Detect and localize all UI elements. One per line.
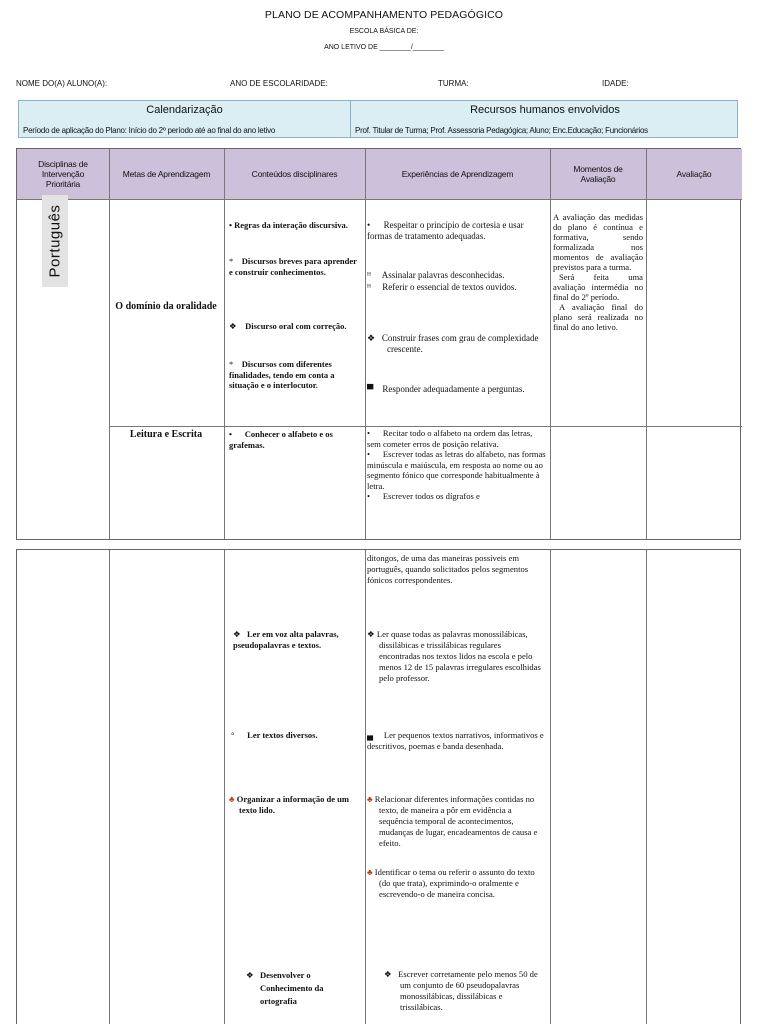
content-text: Regras da interação discursiva. <box>234 220 348 230</box>
col-header-subjects: Disciplinas de Intervenção Prioritária <box>38 159 88 189</box>
plan-table-page2 <box>16 549 741 1024</box>
content-text: Discursos com diferentes finalidades, tendo em conta a situação e o interlocutor. <box>229 359 335 390</box>
school-line: ESCOLA BÁSICA DE: <box>349 28 419 35</box>
bullet-icon: ❖ <box>229 321 237 331</box>
experience-text: Relacionar diferentes informações contidas no texto, de maneira a pôr em evidência a sequência temporal de acontecimentos, mudanças de lugar, encadeamentos de causa e efeito. <box>374 794 538 848</box>
experience-text: Escrever corretamente pelo menos 50 de um conjunto de 60 pseudopalavras monossilábicas, dissilábicas e trissilábicas. <box>398 969 538 1012</box>
bullet-icon: ᴴ <box>367 282 371 292</box>
experience-text: Respeitar o princípio de cortesia e usar formas de tratamento adequadas. <box>367 220 524 241</box>
content-text: Organizar a informação de um texto lido. <box>236 794 349 815</box>
student-name-label: NOME DO(A) ALUNO(A): <box>16 79 108 88</box>
bullet-icon: ❖ <box>246 970 254 980</box>
experience-item <box>367 867 544 900</box>
experience-list <box>367 428 547 539</box>
bullet-icon: ❖ <box>384 969 392 979</box>
bullet-icon: ᴴ <box>367 270 371 280</box>
col-header-contents: Conteúdos disciplinares <box>251 169 338 179</box>
experience-text: Ler pequenos textos narrativos, informativos e descritivos, poemas e banda desenhada. <box>367 730 544 751</box>
experience-text: Construir frases com grau de complexidade crescente. <box>381 333 539 354</box>
class-label: TURMA: <box>438 79 469 88</box>
bullet-icon: ♣ <box>367 794 373 804</box>
content-item <box>233 629 363 650</box>
bullet-icon: * <box>229 359 234 369</box>
experience-text: Ler quase todas as palavras monossilábicas, dissilábicas e trissilábicas regulares encontradas nos textos lidos na escola e pelo menos 12 de 15 palavras irregulares escolhidas pelo professor. <box>376 629 541 683</box>
resources-text: Prof. Titular de Turma; Prof. Assessoria Pedagógica; Aluno; Enc.Educação; Funcionários <box>355 126 648 135</box>
experience-item <box>384 969 544 1024</box>
content-text: Ler textos diversos. <box>247 730 318 740</box>
content-item <box>229 220 361 231</box>
col-header-moments: Momentos de Avaliação <box>573 164 623 184</box>
experience-item <box>367 730 544 752</box>
experience-item <box>367 794 544 849</box>
content-item <box>229 256 361 277</box>
col-header-experiences: Experiências de Aprendizagem <box>401 169 514 179</box>
subject-label <box>42 195 68 287</box>
experience-text: Assinalar palavras desconhecidas. <box>381 270 505 280</box>
experience-text: Recitar todo o alfabeto na ordem das letras, sem cometer erros de posição relativa. <box>367 428 533 449</box>
school-year-line: ANO LETIVO DE ________/________ <box>324 44 444 51</box>
experience-continued: ditongos, de uma das maneiras possíveis em português, quando solicitados pelos segmentos fónicos correspondentes. <box>367 553 529 585</box>
bullet-icon: ❖ <box>367 333 376 343</box>
bullet-icon: ❖ <box>233 629 241 639</box>
moments-text <box>553 212 643 332</box>
experience-text: Identificar o tema ou referir o assunto do texto (do que trata), exprimindo-o oralmente e escrevendo-o de maneira concisa. <box>374 867 535 899</box>
moments-paragraph: A avaliação das medidas do plano é contínua e formativa, sendo formalizada nos momentos de avaliação previstos para a turma. <box>553 212 643 272</box>
content-text: Discursos breves para aprender e construir conhecimentos. <box>229 256 357 277</box>
moments-paragraph: Será feita uma avaliação intermédia no final do 2º período. <box>553 272 643 302</box>
bullet-icon: • <box>367 491 371 501</box>
goal-oralidade: O domínio da oralidade <box>115 301 217 312</box>
bullet-icon: ♣ <box>229 794 235 804</box>
bullet-icon: ° <box>231 730 235 740</box>
experience-item <box>367 333 544 355</box>
grade-label: ANO DE ESCOLARIDADE: <box>230 79 328 88</box>
content-text: Ler em voz alta palavras, pseudopalavras e textos. <box>233 629 339 650</box>
experience-text: Escrever todas as letras do alfabeto, nas formas minúscula e maiúscula, em resposta ao nome ou ao segmento fónico que corresponde habitualmente à letra. <box>367 449 546 491</box>
content-item <box>231 730 361 741</box>
bullet-icon: • <box>229 429 232 439</box>
content-text: Desenvolver o Conhecimento da ortografia <box>260 970 324 1006</box>
content-text: Discurso oral com correção. <box>245 321 347 331</box>
col-header-goals: Metas de Aprendizagem <box>122 169 211 179</box>
bullet-icon: • <box>367 449 371 459</box>
document-title: PLANO DE ACOMPANHAMENTO PEDAGÓGICO <box>264 9 504 21</box>
calendar-box <box>18 100 738 138</box>
content-text: Conhecer o alfabeto e os grafemas. <box>229 429 333 450</box>
bullet-icon: • <box>367 428 371 438</box>
calendar-title: Calendarização <box>146 104 223 116</box>
bullet-icon: • <box>229 220 232 230</box>
experience-item <box>367 220 544 242</box>
experience-item <box>367 629 544 684</box>
content-item <box>229 794 361 815</box>
experience-text: Responder adequadamente a perguntas. <box>382 384 525 394</box>
bullet-icon: * <box>229 256 234 266</box>
content-item <box>229 321 361 332</box>
goal-leitura-escrita: Leitura e Escrita <box>129 429 203 440</box>
moments-paragraph: A avaliação final do plano será realizada no final do ano letivo. <box>553 302 643 332</box>
experience-item <box>367 282 544 293</box>
bullet-icon: ♣ <box>367 867 373 877</box>
experience-item <box>367 270 544 281</box>
content-item <box>246 969 356 1008</box>
age-label: IDADE: <box>602 79 629 88</box>
bullet-icon: ▄ <box>367 730 374 740</box>
content-item <box>229 359 361 391</box>
subject-label-text: Português <box>46 204 64 278</box>
experience-text: Referir o essencial de textos ouvidos. <box>382 282 517 292</box>
col-header-evaluation: Avaliação <box>676 169 712 179</box>
content-item <box>229 429 361 450</box>
resources-title: Recursos humanos envolvidos <box>470 104 620 116</box>
bullet-icon: • <box>367 220 371 230</box>
bullet-icon: ▀ <box>367 384 374 394</box>
bullet-icon: ❖ <box>367 629 375 639</box>
experience-text: Escrever todos os dígrafos e <box>382 491 480 501</box>
experience-item <box>367 384 544 395</box>
calendar-text: Período de aplicação do Plano: Início do 2º período até ao final do ano letivo <box>23 126 276 135</box>
